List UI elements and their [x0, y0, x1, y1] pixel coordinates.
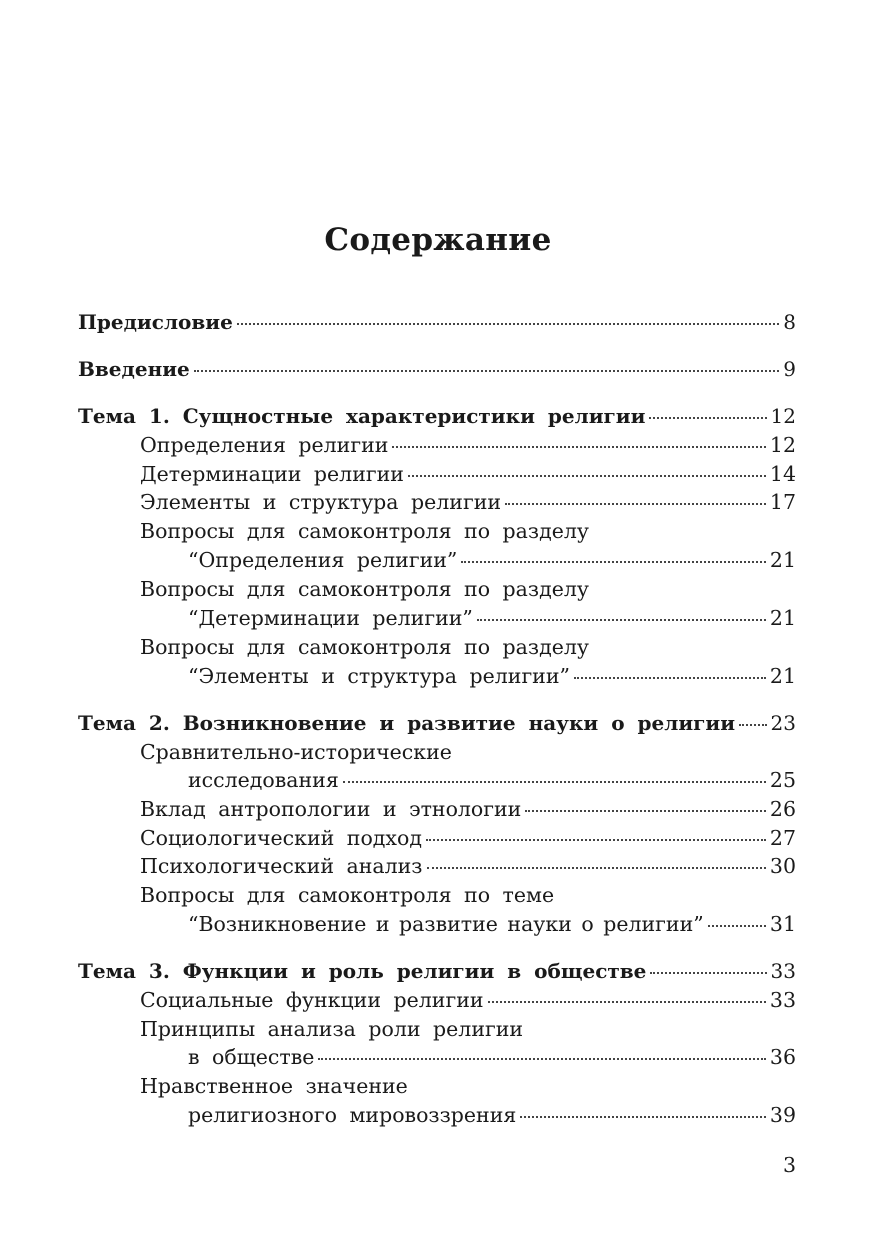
leader-dots [477, 619, 766, 621]
leader-dots [461, 561, 766, 563]
leader-dots [237, 323, 779, 325]
toc-entry-text: “Определения религии” [188, 548, 458, 572]
leader-dots [525, 810, 766, 812]
toc-entry-page: 12 [770, 404, 796, 428]
toc-entry-text: Вопросы для самоконтроля по теме [140, 883, 555, 907]
toc-entry-text: Тема 3. Функции и роль религии в обществе [78, 959, 647, 983]
toc-entry[interactable] [188, 662, 796, 690]
leader-dots [488, 1001, 766, 1003]
toc-entry[interactable] [188, 766, 796, 794]
leader-dots [408, 475, 766, 477]
leader-dots [649, 417, 766, 419]
toc-entry-text: Социологический подход [140, 826, 422, 850]
leader-dots [343, 781, 766, 783]
toc-entry[interactable] [188, 604, 796, 632]
toc-entry-page: 21 [769, 664, 796, 688]
toc-entry-text: Нравственное значение [140, 1074, 408, 1098]
leader-dots [520, 1116, 766, 1118]
toc-entry[interactable] [78, 957, 796, 985]
toc-entry-text: Определения религии [140, 433, 389, 457]
leader-dots [650, 972, 766, 974]
toc-entry-text: Принципы анализа роли религии [140, 1017, 524, 1041]
toc-entry-text: “Детерминации религии” [188, 606, 473, 630]
toc-entry[interactable] [188, 1101, 796, 1129]
toc-entry-text: Вопросы для самоконтроля по разделу [140, 635, 589, 659]
toc-entry-page: 39 [769, 1103, 796, 1127]
leader-dots [739, 724, 766, 726]
toc-entry-page: 14 [769, 462, 796, 486]
toc-entry-text: “Элементы и структура религии” [188, 664, 570, 688]
toc-entry-text: Тема 1. Сущностные характеристики религии [78, 404, 646, 428]
leader-dots [194, 370, 779, 372]
toc-entry[interactable] [78, 709, 796, 737]
toc-entry[interactable] [188, 1043, 796, 1071]
toc-entry[interactable] [140, 852, 796, 880]
toc-entry-text: в обществе [188, 1045, 315, 1069]
toc-entry[interactable] [188, 910, 796, 938]
leader-dots [505, 503, 766, 505]
toc-entry-page: 21 [769, 548, 796, 572]
toc-entry-page: 36 [769, 1045, 796, 1069]
toc-entry-page: 30 [769, 854, 796, 878]
toc-entry-page: 17 [769, 490, 796, 514]
toc-entry-text: Тема 2. Возникновение и развитие науки о религии [78, 711, 736, 735]
toc-entry[interactable] [140, 575, 589, 603]
toc-entry-page: 21 [769, 606, 796, 630]
toc-entry-text: Социальные функции религии [140, 988, 484, 1012]
toc-entry[interactable] [140, 824, 796, 852]
toc-entry[interactable] [140, 488, 796, 516]
toc-entry-text: Элементы и структура религии [140, 490, 502, 514]
toc-entry-page: 12 [769, 433, 796, 457]
leader-dots [426, 839, 766, 841]
leader-dots [708, 925, 766, 927]
toc-entry[interactable] [78, 402, 796, 430]
toc-entry[interactable] [140, 986, 796, 1014]
toc-entry[interactable] [78, 308, 796, 336]
toc-entry-text: Вопросы для самоконтроля по разделу [140, 519, 589, 543]
toc-entry-page: 33 [770, 959, 796, 983]
page-title: Содержание [324, 222, 552, 258]
toc-entry-page: 25 [769, 768, 796, 792]
toc-entry-text: Вклад антропологии и этнологии [140, 797, 522, 821]
toc-entry[interactable] [140, 431, 796, 459]
toc-entry-text: Введение [78, 357, 190, 381]
toc-entry[interactable] [140, 881, 554, 909]
toc-entry[interactable] [140, 795, 796, 823]
toc-entry-page: 26 [769, 797, 796, 821]
toc-entry-page: 8 [783, 310, 796, 334]
toc-entry-page: 33 [769, 988, 796, 1012]
toc-entry[interactable] [78, 355, 796, 383]
toc-entry-text: Предисловие [78, 310, 233, 334]
toc-entry-text: “Возникновение и развитие науки о религии” [188, 912, 704, 936]
toc-entry[interactable] [140, 1072, 408, 1100]
toc-entry-page: 31 [769, 912, 796, 936]
leader-dots [318, 1058, 765, 1060]
toc-entry-text: Психологический анализ [140, 854, 423, 878]
toc-entry-text: исследования [188, 768, 339, 792]
page-number: 3 [782, 1153, 796, 1177]
toc-entry-page: 23 [770, 711, 796, 735]
toc-entry-page: 9 [783, 357, 796, 381]
toc-entry[interactable] [140, 460, 796, 488]
toc-entry[interactable] [140, 633, 589, 661]
toc-entry-page: 27 [769, 826, 796, 850]
leader-dots [392, 446, 765, 448]
toc-entry-text: Сравнительно-исторические [140, 740, 452, 764]
toc-entry[interactable] [140, 517, 589, 545]
toc-entry[interactable] [188, 546, 796, 574]
toc-entry-text: Вопросы для самоконтроля по разделу [140, 577, 589, 601]
leader-dots [574, 677, 766, 679]
toc-entry-text: Детерминации религии [140, 462, 404, 486]
toc-entry[interactable] [140, 1015, 523, 1043]
toc-entry[interactable] [140, 738, 452, 766]
leader-dots [427, 867, 766, 869]
toc-entry-text: религиозного мировоззрения [188, 1103, 517, 1127]
